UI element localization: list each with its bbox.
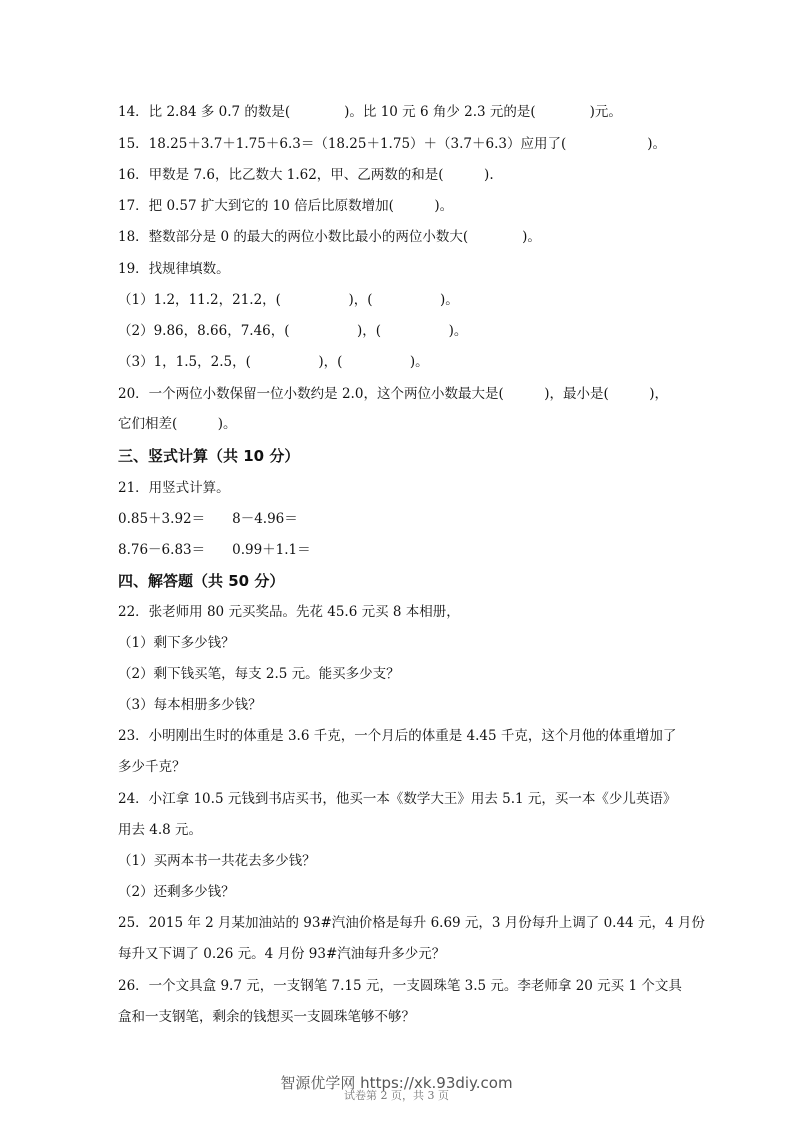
question-19-part-2: （2）9.86，8.66，7.46，( )，( )。 [118,323,468,339]
question-25-line-1: 25．2015 年 2 月某加油站的 93#汽油价格是每升 6.69 元，3 月份每升上调了 0.44 元，4 月份 [118,915,705,931]
question-20-line-1: 20．一个两位小数保留一位小数约是 2.0，这个两位小数最大是( )，最小是( )， [118,386,669,402]
question-17: 17．把 0.57 扩大到它的 10 倍后比原数增加( )。 [118,198,454,214]
question-26-line-2: 盒和一支钢笔，剩余的钱想买一支圆珠笔够不够？ [118,1009,415,1025]
page-number: 试卷第 2 页，共 3 页 [344,1089,449,1102]
question-24-part-1: （1）买两本书一共花去多少钱？ [118,853,316,869]
question-20-line-2: 它们相差( )。 [118,416,237,432]
question-23-line-1: 23．小明刚出生时的体重是 3.6 千克，一个月后的体重是 4.45 千克，这个月他的体重增加了 [118,728,677,744]
question-22-part-1: （1）剩下多少钱？ [118,635,235,651]
question-14: 14．比 2.84 多 0.7 的数是( )。比 10 元 6 角少 2.3 元的是( )元。 [118,104,622,120]
section-4-heading: 四、解答题（共 50 分） [118,572,285,590]
question-15: 15．18.25＋3.7＋1.75＋6.3＝（18.25＋1.75）＋（3.7＋6.3）应用了( )。 [118,136,667,152]
question-22: 22．张老师用 80 元买奖品。先花 45.6 元买 8 本相册， [118,604,460,620]
question-26-line-1: 26．一个文具盒 9.7 元，一支钢笔 7.15 元，一支圆珠笔 3.5 元。李老师拿 20 元买 1 个文具 [118,978,682,994]
question-22-part-2: （2）剩下钱买笔，每支 2.5 元。能买多少支？ [118,666,400,682]
question-19: 19．找规律填数。 [118,261,230,277]
question-22-part-3: （3）每本相册多少钱？ [118,697,262,713]
question-24-line-2: 用去 4.8 元。 [118,822,203,838]
question-19-part-1: （1）1.2，11.2，21.2，( )，( )。 [118,292,459,308]
question-25-line-2: 每升又下调了 0.26 元。4 月份 93#汽油每升多少元？ [118,946,446,962]
question-21: 21．用竖式计算。 [118,480,230,496]
watermark-text: 智源优学网 https://xk.93diy.com [280,1074,513,1092]
calc-row-2: 8.76－6.83＝ 0.99＋1.1＝ [118,542,311,558]
question-18: 18．整数部分是 0 的最大的两位小数比最小的两位小数大( )。 [118,229,541,245]
question-24-line-1: 24．小江拿 10.5 元钱到书店买书，他买一本《数学大王》用去 5.1 元，买一本《少儿英语》 [118,791,677,807]
question-19-part-3: （3）1，1.5，2.5，( )，( )。 [118,354,429,370]
section-3-heading: 三、竖式计算（共 10 分） [118,447,300,465]
question-16: 16．甲数是 7.6，比乙数大 1.62，甲、乙两数的和是( ). [118,167,494,183]
calc-row-1: 0.85＋3.92＝ 8－4.96＝ [118,511,298,527]
question-24-part-2: （2）还剩多少钱？ [118,884,235,900]
question-23-line-2: 多少千克？ [118,759,186,775]
